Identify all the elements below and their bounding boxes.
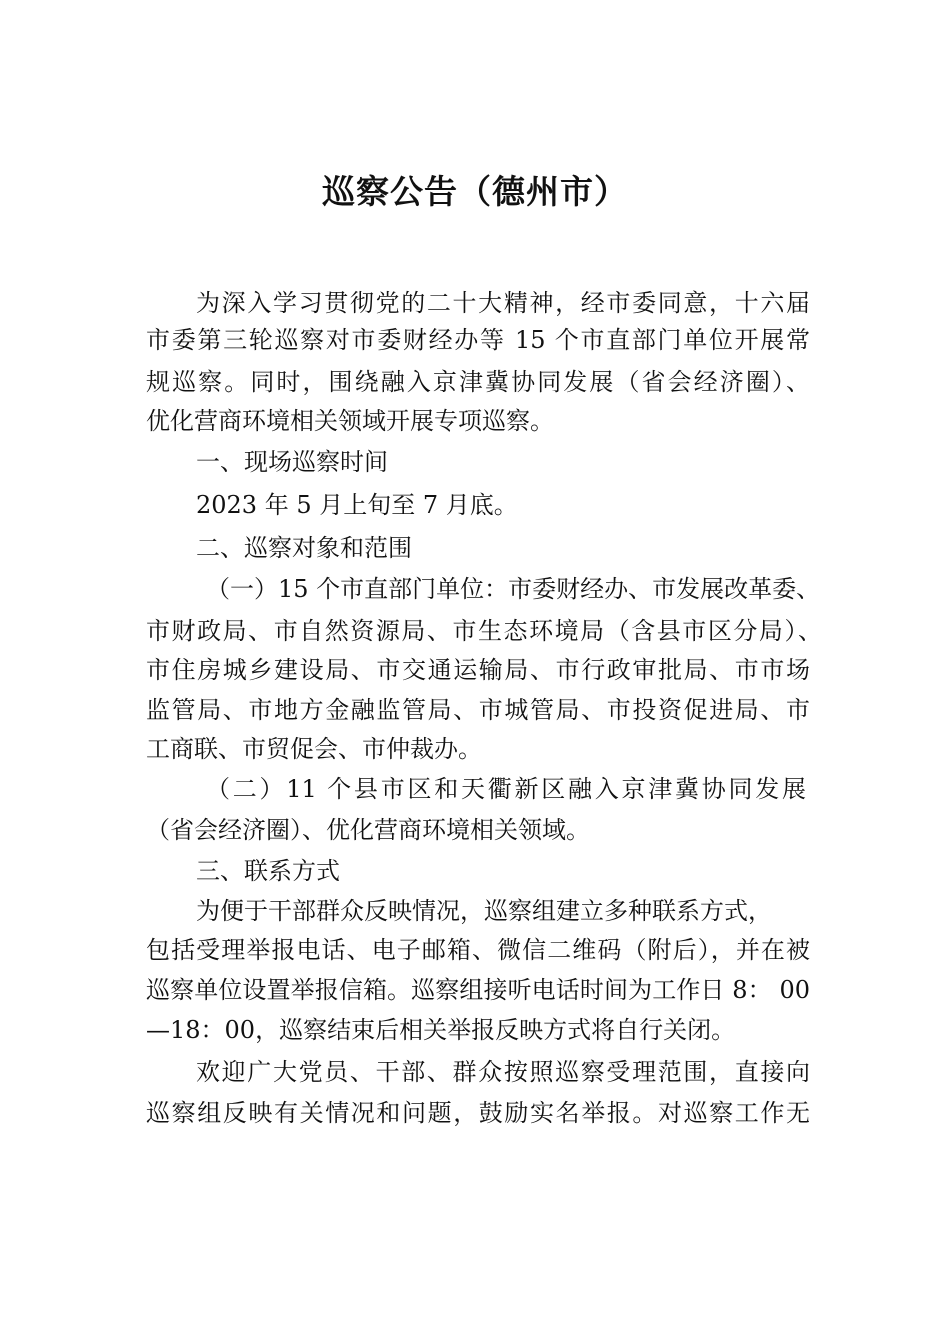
paragraph-line: 为便于干部群众反映情况，巡察组建立多种联系方式，	[196, 897, 772, 925]
paragraph-line: 市委第三轮巡察对市委财经办等 15 个市直部门单位开展常	[146, 326, 810, 354]
paragraph-line: 巡察组反映有关情况和问题，鼓励实名举报。对巡察工作无	[146, 1099, 810, 1127]
paragraph-line: 优化营商环境相关领域开展专项巡察。	[146, 407, 554, 435]
section-heading: 二、巡察对象和范围	[196, 534, 412, 562]
paragraph-line: —18：00，巡察结束后相关举报反映方式将自行关闭。	[146, 1016, 736, 1044]
paragraph-line: （一）15 个市直部门单位：市委财经办、市发展改革委、	[206, 575, 821, 603]
section-heading: 三、联系方式	[196, 857, 340, 885]
paragraph-line: 工商联、市贸促会、市仲裁办。	[146, 735, 482, 763]
paragraph-line: 2023 年 5 月上旬至 7 月底。	[196, 491, 518, 519]
document-title: 巡察公告（德州市）	[322, 172, 628, 211]
paragraph-line: 监管局、市地方金融监管局、市城管局、市投资促进局、市	[146, 696, 810, 724]
paragraph-line: （二）11 个县市区和天衢新区融入京津冀协同发展	[206, 775, 806, 803]
paragraph-line: 为深入学习贯彻党的二十大精神，经市委同意，十六届	[196, 289, 810, 317]
paragraph-line: 包括受理举报电话、电子邮箱、微信二维码（附后），并在被	[146, 936, 810, 964]
paragraph-line: 市住房城乡建设局、市交通运输局、市行政审批局、市市场	[146, 656, 810, 684]
paragraph-line: 规巡察。同时，围绕融入京津冀协同发展（省会经济圈）、	[146, 368, 810, 396]
paragraph-line: 欢迎广大党员、干部、群众按照巡察受理范围，直接向	[196, 1058, 810, 1086]
section-heading: 一、现场巡察时间	[196, 448, 388, 476]
paragraph-line: 巡察单位设置举报信箱。巡察组接听电话时间为工作日 8： 00	[146, 976, 810, 1004]
paragraph-line: 市财政局、市自然资源局、市生态环境局（含县市区分局）、	[146, 617, 822, 645]
paragraph-line: （省会经济圈）、优化营商环境相关领域。	[146, 816, 590, 844]
